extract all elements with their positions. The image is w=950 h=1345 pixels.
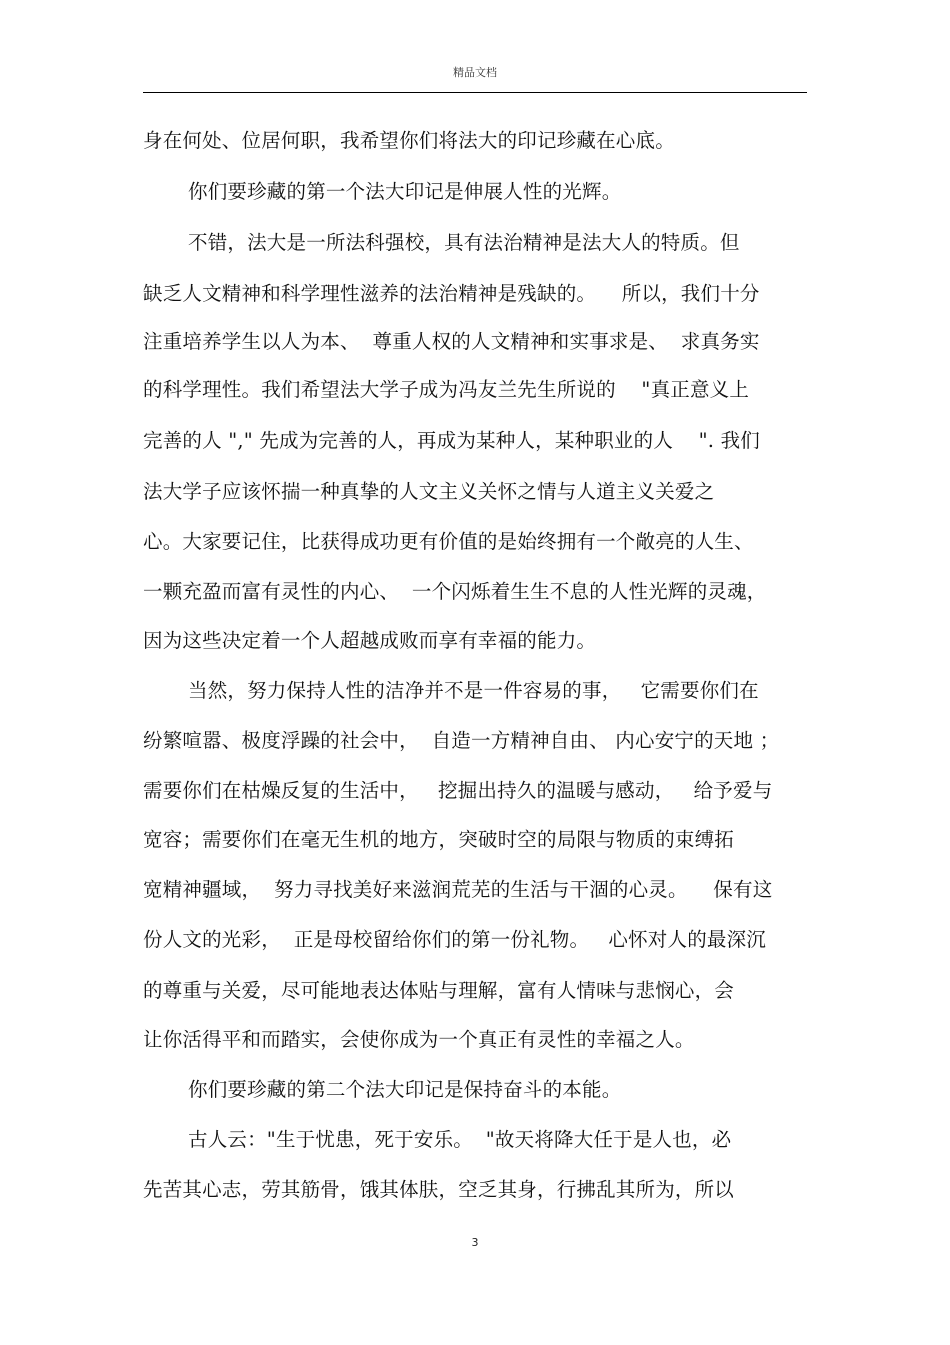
text-line: 先苦其心志，劳其筋骨，饿其体肤，空乏其身，行拂乱其所为，所以: [143, 1178, 735, 1201]
text-line: 缺乏人文精神和科学理性滋养的法治精神是残缺的。 所以，我们十分: [143, 282, 760, 305]
text-line: 完善的人 "," 先成为完善的人，再成为某种人，某种职业的人 ". 我们: [143, 429, 760, 452]
text-line: 当然，努力保持人性的洁净并不是一件容易的事， 它需要你们在: [188, 679, 759, 702]
text-line: 的尊重与关爱，尽可能地表达体贴与理解，富有人情味与悲悯心，会: [143, 979, 735, 1002]
text-line: 心。大家要记住，比获得成功更有价值的是始终拥有一个敞亮的人生、: [143, 530, 754, 553]
text-line: 不错，法大是一所法科强校，具有法治精神是法大人的特质。但: [188, 231, 740, 254]
text-line: 你们要珍藏的第一个法大印记是伸展人性的光辉。: [188, 180, 622, 203]
text-line: 需要你们在枯燥反复的生活中， 挖掘出持久的温暖与感动， 给予爱与: [143, 779, 773, 802]
text-line: 宽精神疆域， 努力寻找美好来滋润荒芜的生活与干涸的心灵。 保有这: [143, 878, 773, 901]
text-line: 因为这些决定着一个人超越成败而享有幸福的能力。: [143, 629, 597, 652]
header-divider: [143, 92, 807, 93]
text-line: 份人文的光彩， 正是母校留给你们的第一份礼物。 心怀对人的最深沉: [143, 928, 766, 951]
text-line: 注重培养学生以人为本、 尊重人权的人文精神和实事求是、 求真务实: [143, 330, 760, 353]
page-header: 精品文档: [453, 66, 497, 79]
text-line: 你们要珍藏的第二个法大印记是保持奋斗的本能。: [188, 1078, 622, 1101]
text-line: 的科学理性。我们希望法大学子成为冯友兰先生所说的 "真正意义上: [143, 378, 750, 401]
text-line: 古人云："生于忧患，死于安乐。 "故天将降大任于是人也，必: [188, 1128, 732, 1151]
text-line: 一颗充盈而富有灵性的内心、 一个闪烁着生生不息的人性光辉的灵魂，: [143, 580, 767, 603]
text-line: 宽容；需要你们在毫无生机的地方，突破时空的局限与物质的束缚拓: [143, 828, 735, 851]
page-number: 3: [471, 1236, 479, 1249]
text-line: 纷繁喧嚣、极度浮躁的社会中， 自造一方精神自由、 内心安宁的天地 ；: [143, 729, 780, 752]
text-line: 身在何处、位居何职，我希望你们将法大的印记珍藏在心底。: [143, 129, 675, 152]
text-line: 法大学子应该怀揣一种真挚的人文主义关怀之情与人道主义关爱之: [143, 480, 715, 503]
text-line: 让你活得平和而踏实，会使你成为一个真正有灵性的幸福之人。: [143, 1028, 695, 1051]
